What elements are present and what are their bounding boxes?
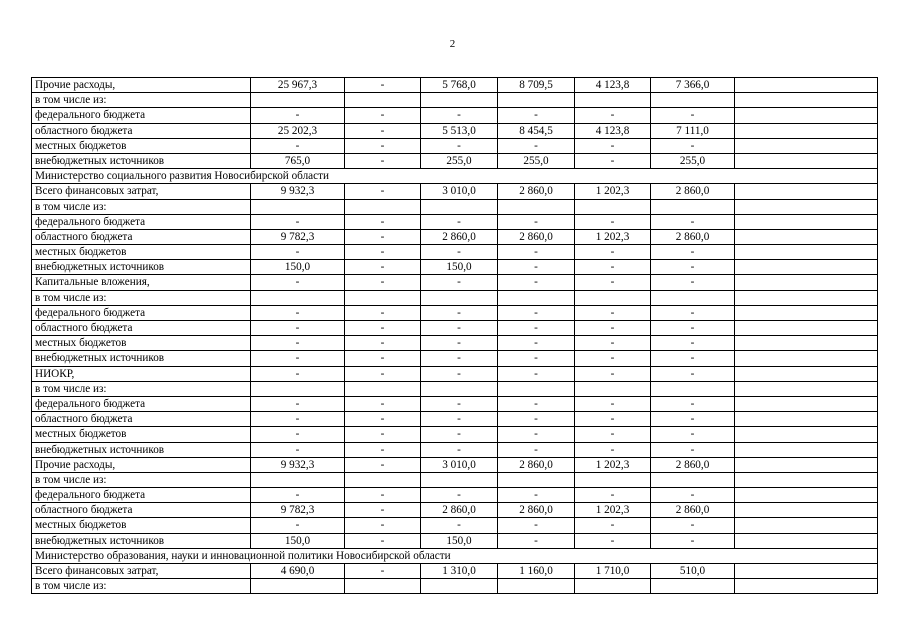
value-cell: - — [345, 366, 421, 381]
value-cell: - — [251, 245, 345, 260]
value-cell: - — [498, 138, 575, 153]
value-cell: - — [575, 275, 651, 290]
value-cell: 25 967,3 — [251, 78, 345, 93]
row-label: местных бюджетов — [32, 427, 251, 442]
value-cell: - — [498, 442, 575, 457]
value-cell — [735, 336, 878, 351]
value-cell: - — [345, 153, 421, 168]
value-cell: 5 768,0 — [421, 78, 498, 93]
value-cell: - — [251, 442, 345, 457]
section-row — [32, 548, 878, 563]
value-cell: - — [251, 396, 345, 411]
value-cell: - — [498, 518, 575, 533]
value-cell: - — [251, 366, 345, 381]
table-row — [32, 396, 878, 411]
table-row — [32, 229, 878, 244]
value-cell — [735, 275, 878, 290]
row-label: в том числе из: — [32, 472, 251, 487]
value-cell — [735, 78, 878, 93]
value-cell — [498, 381, 575, 396]
value-cell — [575, 381, 651, 396]
value-cell: - — [251, 108, 345, 123]
value-cell: - — [575, 442, 651, 457]
value-cell: - — [421, 427, 498, 442]
row-label: в том числе из: — [32, 579, 251, 594]
value-cell — [735, 564, 878, 579]
value-cell: - — [345, 275, 421, 290]
value-cell: - — [575, 351, 651, 366]
row-label: местных бюджетов — [32, 245, 251, 260]
value-cell — [575, 290, 651, 305]
value-cell — [735, 518, 878, 533]
value-cell: - — [498, 305, 575, 320]
value-cell: - — [421, 275, 498, 290]
value-cell: - — [575, 518, 651, 533]
row-label: внебюджетных источников — [32, 260, 251, 275]
row-label: областного бюджета — [32, 321, 251, 336]
value-cell — [735, 503, 878, 518]
table-row — [32, 488, 878, 503]
value-cell: - — [498, 488, 575, 503]
value-cell: 7 366,0 — [651, 78, 735, 93]
value-cell: - — [575, 245, 651, 260]
table-row — [32, 381, 878, 396]
value-cell: - — [251, 412, 345, 427]
value-cell: - — [345, 503, 421, 518]
value-cell — [735, 579, 878, 594]
value-cell — [651, 199, 735, 214]
page-number: 2 — [449, 38, 456, 50]
value-cell — [421, 93, 498, 108]
row-label: федерального бюджета — [32, 214, 251, 229]
value-cell: - — [345, 305, 421, 320]
value-cell: - — [651, 138, 735, 153]
value-cell: - — [345, 245, 421, 260]
table-row — [32, 533, 878, 548]
value-cell — [251, 93, 345, 108]
row-label: в том числе из: — [32, 199, 251, 214]
value-cell — [735, 123, 878, 138]
value-cell: 4 123,8 — [575, 123, 651, 138]
value-cell — [735, 199, 878, 214]
value-cell: - — [575, 138, 651, 153]
value-cell — [651, 93, 735, 108]
table-row — [32, 427, 878, 442]
value-cell: - — [498, 533, 575, 548]
value-cell: 2 860,0 — [421, 503, 498, 518]
table-row — [32, 275, 878, 290]
table-row — [32, 518, 878, 533]
value-cell — [575, 199, 651, 214]
value-cell: 1 160,0 — [498, 564, 575, 579]
value-cell — [421, 199, 498, 214]
row-label: областного бюджета — [32, 123, 251, 138]
table-row — [32, 564, 878, 579]
value-cell: 1 202,3 — [575, 184, 651, 199]
value-cell: - — [575, 427, 651, 442]
row-label: внебюджетных источников — [32, 442, 251, 457]
value-cell: 2 860,0 — [651, 229, 735, 244]
value-cell — [498, 290, 575, 305]
table-row — [32, 245, 878, 260]
value-cell: 150,0 — [251, 533, 345, 548]
value-cell — [575, 93, 651, 108]
value-cell: - — [498, 366, 575, 381]
table-row — [32, 305, 878, 320]
value-cell: 3 010,0 — [421, 457, 498, 472]
value-cell: 4 123,8 — [575, 78, 651, 93]
value-cell: - — [575, 533, 651, 548]
value-cell — [251, 199, 345, 214]
row-label: местных бюджетов — [32, 336, 251, 351]
value-cell — [251, 381, 345, 396]
table-row — [32, 366, 878, 381]
value-cell: 2 860,0 — [651, 184, 735, 199]
value-cell — [651, 290, 735, 305]
value-cell — [421, 381, 498, 396]
value-cell — [421, 290, 498, 305]
value-cell: - — [651, 488, 735, 503]
value-cell: 1 202,3 — [575, 503, 651, 518]
value-cell: - — [651, 321, 735, 336]
row-label: внебюджетных источников — [32, 351, 251, 366]
value-cell: - — [251, 214, 345, 229]
value-cell — [251, 579, 345, 594]
value-cell: 1 202,3 — [575, 229, 651, 244]
table-row — [32, 503, 878, 518]
value-cell — [735, 214, 878, 229]
value-cell: - — [421, 245, 498, 260]
value-cell — [735, 245, 878, 260]
value-cell — [735, 488, 878, 503]
value-cell — [498, 472, 575, 487]
value-cell: - — [345, 488, 421, 503]
value-cell — [735, 305, 878, 320]
value-cell — [735, 472, 878, 487]
value-cell: - — [651, 518, 735, 533]
value-cell: 9 782,3 — [251, 503, 345, 518]
value-cell: - — [575, 108, 651, 123]
value-cell: 25 202,3 — [251, 123, 345, 138]
value-cell: - — [345, 214, 421, 229]
value-cell — [735, 351, 878, 366]
table-row — [32, 78, 878, 93]
value-cell: - — [498, 214, 575, 229]
value-cell: - — [421, 305, 498, 320]
budget-table — [31, 77, 878, 594]
value-cell — [735, 108, 878, 123]
row-label: Прочие расходы, — [32, 457, 251, 472]
value-cell: - — [251, 351, 345, 366]
value-cell: 1 202,3 — [575, 457, 651, 472]
table-row — [32, 290, 878, 305]
value-cell: - — [651, 275, 735, 290]
value-cell: 255,0 — [651, 153, 735, 168]
value-cell — [735, 229, 878, 244]
value-cell — [575, 579, 651, 594]
value-cell — [421, 579, 498, 594]
value-cell — [735, 427, 878, 442]
value-cell: - — [421, 336, 498, 351]
value-cell: - — [251, 138, 345, 153]
value-cell — [498, 93, 575, 108]
value-cell — [735, 396, 878, 411]
value-cell: - — [345, 564, 421, 579]
value-cell: - — [651, 396, 735, 411]
value-cell: - — [651, 108, 735, 123]
value-cell: - — [498, 321, 575, 336]
value-cell: 8 454,5 — [498, 123, 575, 138]
value-cell: 2 860,0 — [498, 503, 575, 518]
value-cell: - — [345, 138, 421, 153]
value-cell: 4 690,0 — [251, 564, 345, 579]
value-cell: - — [345, 336, 421, 351]
value-cell: 150,0 — [251, 260, 345, 275]
value-cell: - — [421, 108, 498, 123]
value-cell: - — [575, 214, 651, 229]
value-cell: - — [651, 412, 735, 427]
row-label: в том числе из: — [32, 381, 251, 396]
table-row — [32, 442, 878, 457]
value-cell: - — [421, 412, 498, 427]
row-label: областного бюджета — [32, 412, 251, 427]
value-cell: 2 860,0 — [651, 503, 735, 518]
value-cell: - — [345, 457, 421, 472]
value-cell: 150,0 — [421, 533, 498, 548]
table-row — [32, 579, 878, 594]
value-cell: - — [498, 427, 575, 442]
value-cell: - — [345, 229, 421, 244]
value-cell — [651, 381, 735, 396]
value-cell: - — [651, 351, 735, 366]
value-cell: 2 860,0 — [421, 229, 498, 244]
row-label: федерального бюджета — [32, 108, 251, 123]
row-label: в том числе из: — [32, 93, 251, 108]
value-cell — [735, 138, 878, 153]
value-cell — [345, 381, 421, 396]
value-cell — [735, 381, 878, 396]
value-cell: - — [498, 336, 575, 351]
value-cell: 2 860,0 — [498, 457, 575, 472]
value-cell: - — [421, 396, 498, 411]
row-label: Всего финансовых затрат, — [32, 564, 251, 579]
value-cell: - — [575, 260, 651, 275]
value-cell: - — [651, 260, 735, 275]
value-cell: - — [498, 396, 575, 411]
value-cell — [735, 366, 878, 381]
value-cell: - — [421, 321, 498, 336]
value-cell: - — [498, 260, 575, 275]
section-row — [32, 169, 878, 184]
value-cell: - — [575, 412, 651, 427]
value-cell: 2 860,0 — [498, 184, 575, 199]
value-cell: 9 932,3 — [251, 457, 345, 472]
value-cell: - — [345, 78, 421, 93]
table-row — [32, 214, 878, 229]
value-cell: - — [421, 518, 498, 533]
value-cell: - — [651, 442, 735, 457]
value-cell: - — [251, 275, 345, 290]
value-cell: - — [345, 442, 421, 457]
row-label: федерального бюджета — [32, 488, 251, 503]
row-label: федерального бюджета — [32, 305, 251, 320]
value-cell: - — [345, 351, 421, 366]
table-row — [32, 199, 878, 214]
value-cell: 255,0 — [421, 153, 498, 168]
table-row — [32, 321, 878, 336]
value-cell: - — [651, 214, 735, 229]
value-cell: 9 932,3 — [251, 184, 345, 199]
row-label: Всего финансовых затрат, — [32, 184, 251, 199]
row-label: местных бюджетов — [32, 518, 251, 533]
value-cell: - — [251, 518, 345, 533]
table-row — [32, 472, 878, 487]
table-row — [32, 153, 878, 168]
value-cell: - — [651, 305, 735, 320]
value-cell: - — [651, 245, 735, 260]
table-row — [32, 457, 878, 472]
value-cell: - — [345, 321, 421, 336]
value-cell: - — [345, 412, 421, 427]
value-cell — [651, 472, 735, 487]
value-cell: - — [345, 260, 421, 275]
value-cell — [735, 412, 878, 427]
table-row — [32, 108, 878, 123]
value-cell: - — [651, 533, 735, 548]
value-cell: - — [421, 214, 498, 229]
value-cell: - — [651, 336, 735, 351]
value-cell: - — [345, 427, 421, 442]
value-cell — [735, 153, 878, 168]
section-title: Министерство социального развития Новосибирской области — [32, 169, 878, 184]
value-cell: - — [498, 108, 575, 123]
value-cell: 7 111,0 — [651, 123, 735, 138]
value-cell — [345, 579, 421, 594]
table-row — [32, 260, 878, 275]
value-cell: - — [498, 412, 575, 427]
value-cell — [345, 93, 421, 108]
value-cell: - — [345, 533, 421, 548]
value-cell: - — [498, 351, 575, 366]
value-cell: - — [421, 366, 498, 381]
value-cell: - — [345, 396, 421, 411]
value-cell: 2 860,0 — [651, 457, 735, 472]
value-cell: - — [575, 321, 651, 336]
value-cell: - — [575, 153, 651, 168]
value-cell — [735, 260, 878, 275]
value-cell: 1 710,0 — [575, 564, 651, 579]
table-row — [32, 184, 878, 199]
value-cell: - — [575, 396, 651, 411]
value-cell: - — [498, 275, 575, 290]
value-cell: - — [251, 427, 345, 442]
value-cell: - — [251, 488, 345, 503]
value-cell: 2 860,0 — [498, 229, 575, 244]
value-cell — [421, 472, 498, 487]
value-cell: - — [345, 518, 421, 533]
row-label: областного бюджета — [32, 503, 251, 518]
table-row — [32, 336, 878, 351]
row-label: Капитальные вложения, — [32, 275, 251, 290]
table-row — [32, 123, 878, 138]
value-cell: - — [421, 442, 498, 457]
value-cell — [735, 321, 878, 336]
value-cell: - — [575, 336, 651, 351]
budget-table-body — [32, 78, 878, 594]
value-cell: - — [575, 488, 651, 503]
value-cell — [345, 199, 421, 214]
value-cell: 255,0 — [498, 153, 575, 168]
value-cell: - — [251, 305, 345, 320]
value-cell: - — [498, 245, 575, 260]
table-row — [32, 138, 878, 153]
value-cell: - — [251, 321, 345, 336]
row-label: федерального бюджета — [32, 396, 251, 411]
value-cell: 765,0 — [251, 153, 345, 168]
row-label: областного бюджета — [32, 229, 251, 244]
value-cell — [735, 184, 878, 199]
row-label: в том числе из: — [32, 290, 251, 305]
row-label: Прочие расходы, — [32, 78, 251, 93]
value-cell: 3 010,0 — [421, 184, 498, 199]
value-cell: - — [651, 366, 735, 381]
value-cell — [345, 472, 421, 487]
section-title: Министерство образования, науки и инновационной политики Новосибирской области — [32, 548, 878, 563]
value-cell: 1 310,0 — [421, 564, 498, 579]
row-label: местных бюджетов — [32, 138, 251, 153]
value-cell — [651, 579, 735, 594]
row-label: внебюджетных источников — [32, 533, 251, 548]
row-label: внебюджетных источников — [32, 153, 251, 168]
value-cell: 9 782,3 — [251, 229, 345, 244]
value-cell: - — [421, 138, 498, 153]
value-cell — [735, 93, 878, 108]
value-cell: - — [345, 123, 421, 138]
row-label: НИОКР, — [32, 366, 251, 381]
value-cell: 8 709,5 — [498, 78, 575, 93]
value-cell: - — [421, 488, 498, 503]
value-cell — [735, 290, 878, 305]
value-cell — [251, 290, 345, 305]
table-row — [32, 93, 878, 108]
value-cell: - — [421, 351, 498, 366]
value-cell: 510,0 — [651, 564, 735, 579]
value-cell: 5 513,0 — [421, 123, 498, 138]
value-cell — [498, 199, 575, 214]
value-cell: - — [345, 108, 421, 123]
value-cell: - — [575, 305, 651, 320]
value-cell — [735, 457, 878, 472]
value-cell — [735, 533, 878, 548]
value-cell: - — [575, 366, 651, 381]
value-cell: - — [251, 336, 345, 351]
value-cell — [575, 472, 651, 487]
table-row — [32, 351, 878, 366]
value-cell: 150,0 — [421, 260, 498, 275]
value-cell — [251, 472, 345, 487]
table-row — [32, 412, 878, 427]
value-cell — [735, 442, 878, 457]
value-cell: - — [345, 184, 421, 199]
value-cell: - — [651, 427, 735, 442]
value-cell — [498, 579, 575, 594]
value-cell — [345, 290, 421, 305]
